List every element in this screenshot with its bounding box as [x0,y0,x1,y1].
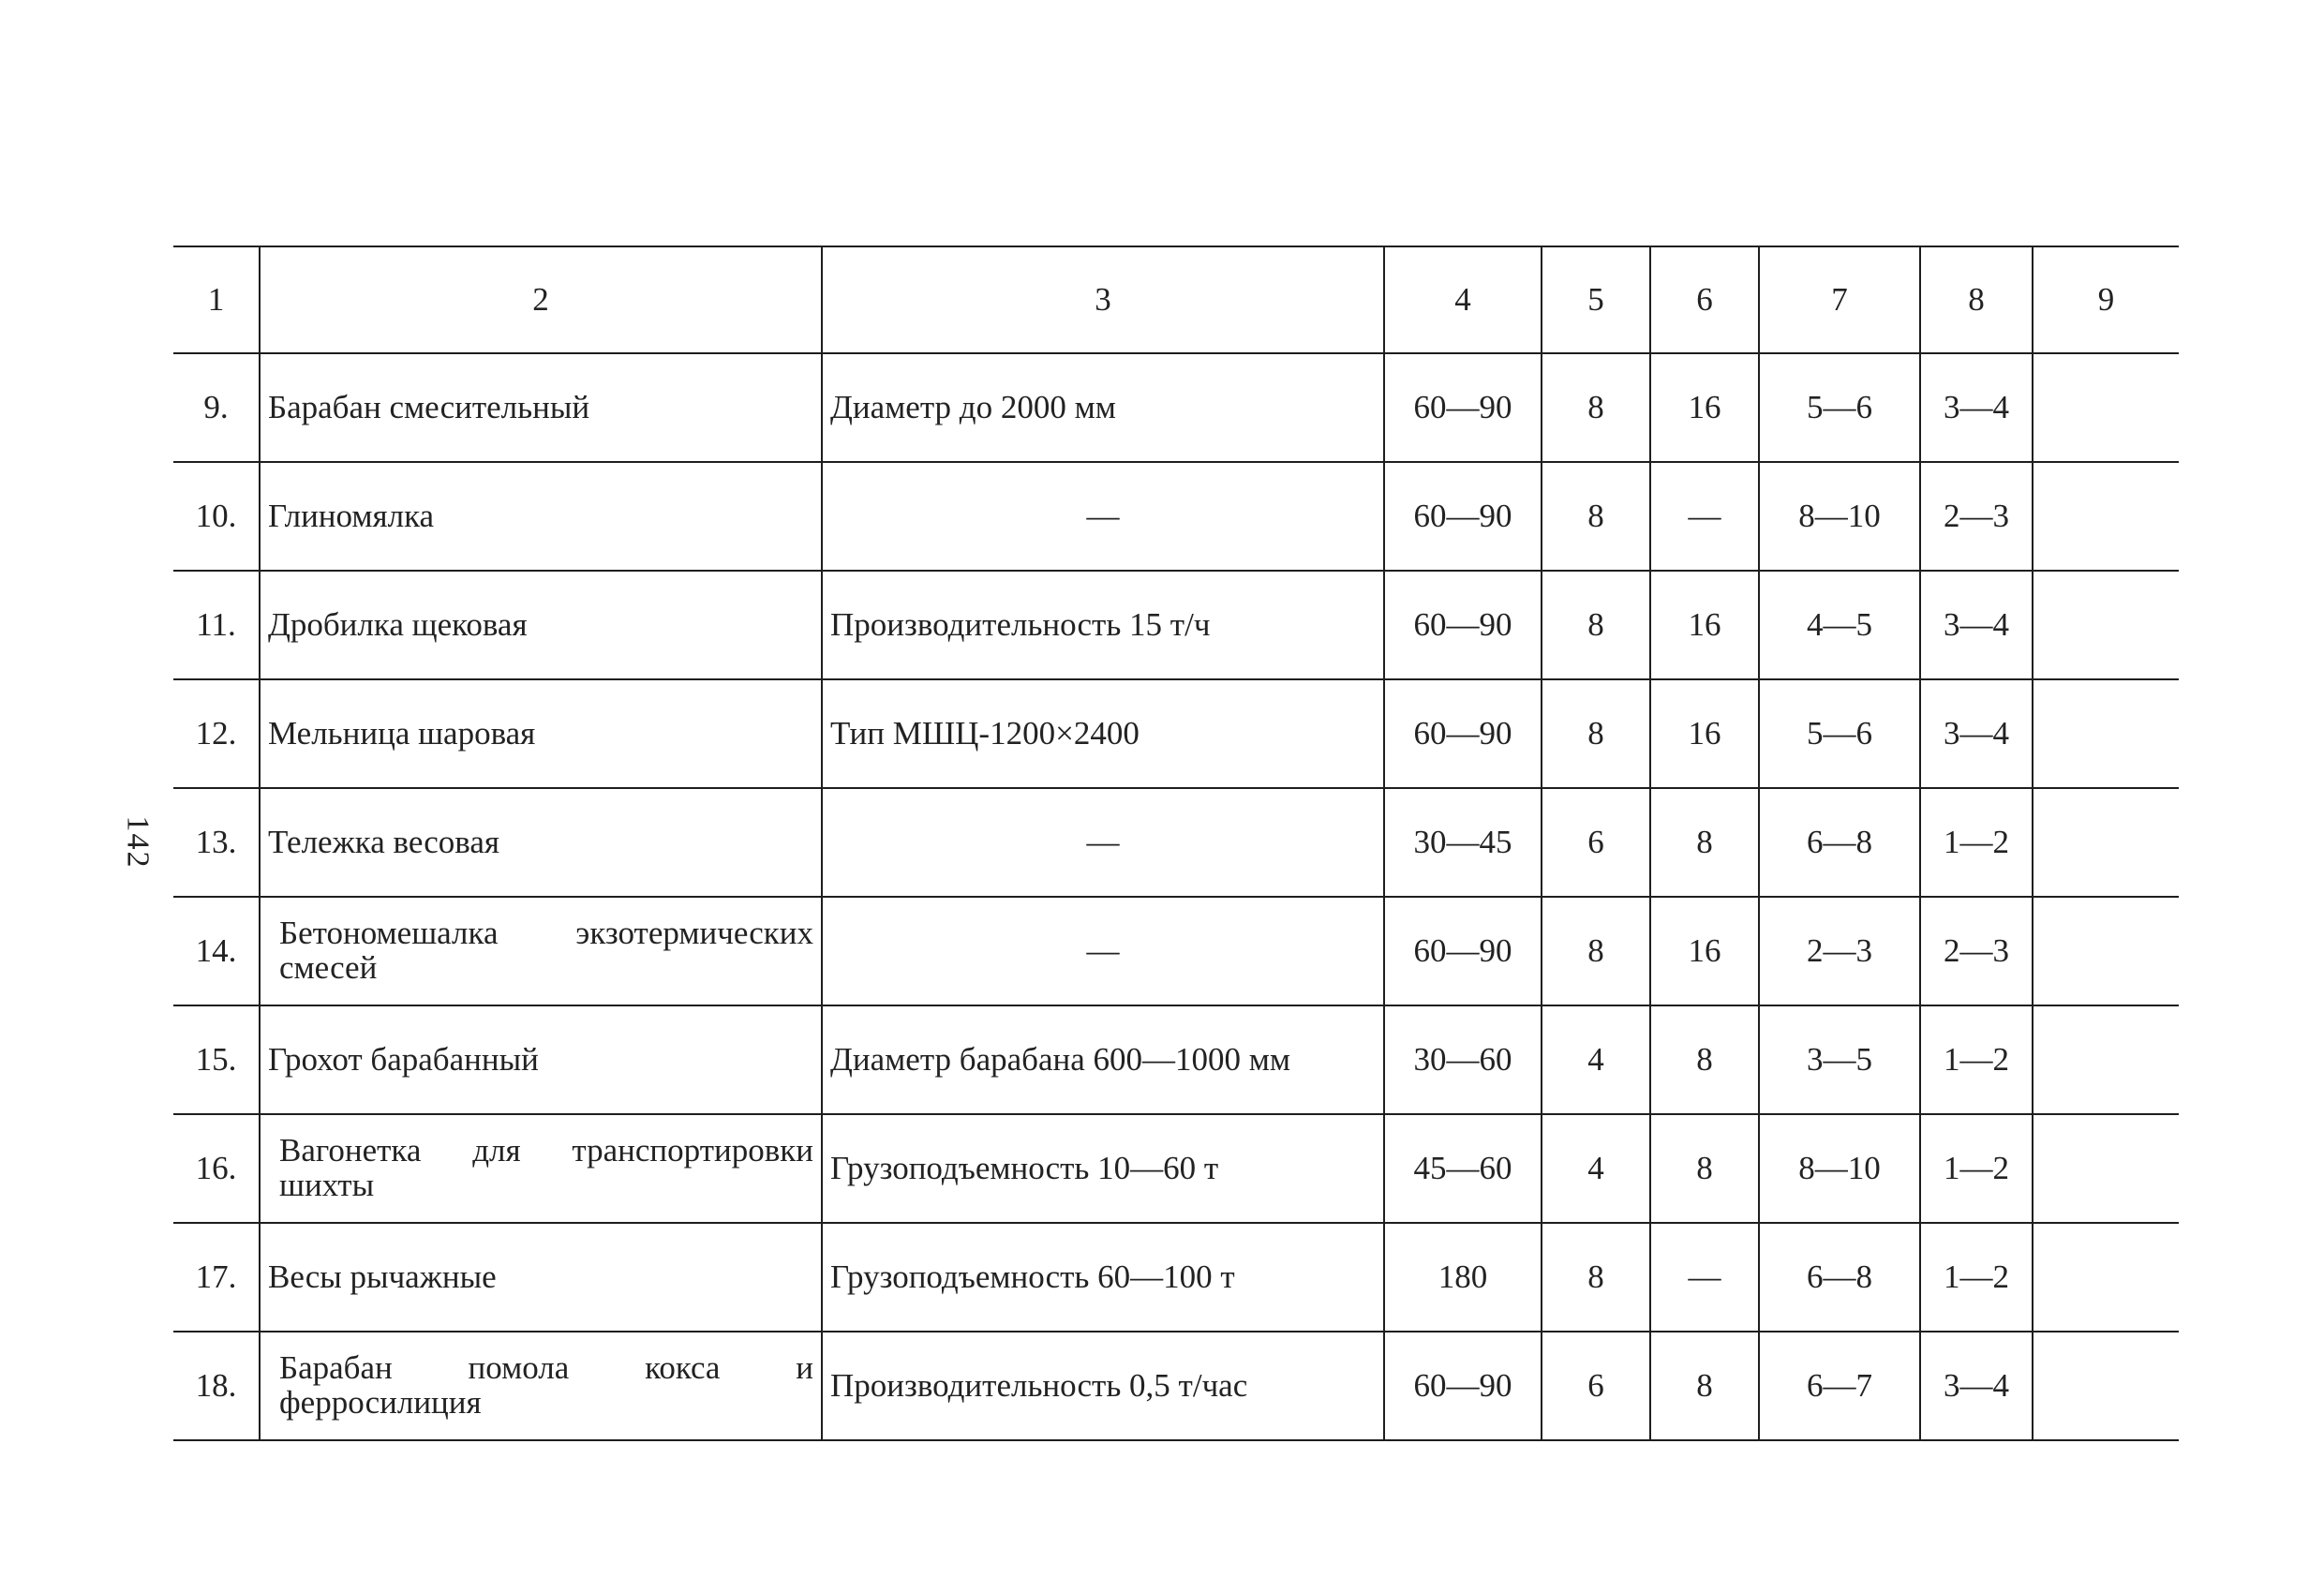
cell-col4: 60—90 [1384,897,1542,1005]
cell-col9 [2033,1223,2179,1332]
header-cell: 3 [822,246,1384,353]
cell-col8: 3—4 [1920,1332,2033,1440]
characteristic: Диаметр барабана 600—1000 мм [822,1005,1384,1114]
header-cell: 5 [1542,246,1650,353]
cell-col6: 16 [1650,353,1759,462]
characteristic: Производительность 0,5 т/час [822,1332,1384,1440]
table-row [173,353,2179,462]
header-cell: 9 [2033,246,2179,353]
cell-col8: 1—2 [1920,1114,2033,1223]
cell-col5: 6 [1542,1332,1650,1440]
header-cell: 7 [1759,246,1920,353]
cell-col8: 3—4 [1920,571,2033,679]
page-number: 142 [120,815,156,870]
row-number: 9. [173,353,260,462]
cell-col6: 8 [1650,788,1759,897]
row-number: 12. [173,679,260,788]
cell-col4: 180 [1384,1223,1542,1332]
characteristic: Диаметр до 2000 мм [822,353,1384,462]
cell-col9 [2033,897,2179,1005]
cell-col7: 2—3 [1759,897,1920,1005]
cell-col5: 4 [1542,1114,1650,1223]
table-row [173,788,2179,897]
header-cell: 2 [260,246,822,353]
cell-col9 [2033,571,2179,679]
cell-col5: 8 [1542,679,1650,788]
cell-col7: 8—10 [1759,462,1920,571]
cell-col6: 16 [1650,897,1759,1005]
cell-col9 [2033,788,2179,897]
cell-col7: 6—7 [1759,1332,1920,1440]
row-number: 16. [173,1114,260,1223]
cell-col4: 30—45 [1384,788,1542,897]
cell-col7: 6—8 [1759,788,1920,897]
header-cell: 6 [1650,246,1759,353]
cell-col4: 60—90 [1384,1332,1542,1440]
cell-col5: 8 [1542,462,1650,571]
cell-col4: 60—90 [1384,571,1542,679]
cell-col6: 8 [1650,1332,1759,1440]
table-row [173,897,2179,1005]
cell-col7: 5—6 [1759,353,1920,462]
cell-col7: 5—6 [1759,679,1920,788]
row-number: 10. [173,462,260,571]
equipment-name: Бетономешалка экзотермических смесей [260,897,822,1005]
row-number: 14. [173,897,260,1005]
equipment-name: Грохот барабанный [260,1005,822,1114]
table-row [173,571,2179,679]
cell-col8: 3—4 [1920,353,2033,462]
equipment-name: Барабан помола кокса и ферросилиция [260,1332,822,1440]
cell-col6: 8 [1650,1114,1759,1223]
cell-col4: 30—60 [1384,1005,1542,1114]
cell-col5: 8 [1542,571,1650,679]
cell-col7: 6—8 [1759,1223,1920,1332]
cell-col8: 2—3 [1920,462,2033,571]
header-cell: 8 [1920,246,2033,353]
equipment-table [173,246,2179,1441]
equipment-name: Глиномялка [260,462,822,571]
table-row [173,1005,2179,1114]
table-row [173,1223,2179,1332]
cell-col8: 1—2 [1920,1223,2033,1332]
characteristic: Тип МШЦ-1200×2400 [822,679,1384,788]
equipment-name: Дробилка щековая [260,571,822,679]
cell-col7: 3—5 [1759,1005,1920,1114]
table-row [173,1114,2179,1223]
cell-col9 [2033,1332,2179,1440]
cell-col9 [2033,353,2179,462]
equipment-name: Барабан смесительный [260,353,822,462]
row-number: 11. [173,571,260,679]
cell-col5: 6 [1542,788,1650,897]
cell-col8: 1—2 [1920,1005,2033,1114]
equipment-name: Тележка весовая [260,788,822,897]
cell-col4: 45—60 [1384,1114,1542,1223]
characteristic: — [822,462,1384,571]
equipment-name: Весы рычажные [260,1223,822,1332]
row-number: 13. [173,788,260,897]
characteristic: — [822,897,1384,1005]
table-row [173,1332,2179,1440]
cell-col6: — [1650,462,1759,571]
header-cell: 4 [1384,246,1542,353]
cell-col9 [2033,1005,2179,1114]
cell-col9 [2033,1114,2179,1223]
cell-col6: 16 [1650,571,1759,679]
cell-col6: 16 [1650,679,1759,788]
table-row [173,679,2179,788]
cell-col9 [2033,679,2179,788]
row-number: 15. [173,1005,260,1114]
cell-col9 [2033,462,2179,571]
equipment-name: Мельница шаровая [260,679,822,788]
row-number: 17. [173,1223,260,1332]
cell-col7: 4—5 [1759,571,1920,679]
row-number: 18. [173,1332,260,1440]
header-cell: 1 [173,246,260,353]
characteristic: Грузоподъемность 10—60 т [822,1114,1384,1223]
cell-col6: — [1650,1223,1759,1332]
table-header-row [173,246,2179,353]
cell-col8: 1—2 [1920,788,2033,897]
cell-col5: 8 [1542,353,1650,462]
cell-col6: 8 [1650,1005,1759,1114]
characteristic: — [822,788,1384,897]
characteristic: Производительность 15 т/ч [822,571,1384,679]
cell-col5: 8 [1542,897,1650,1005]
cell-col8: 2—3 [1920,897,2033,1005]
cell-col8: 3—4 [1920,679,2033,788]
cell-col5: 8 [1542,1223,1650,1332]
cell-col4: 60—90 [1384,462,1542,571]
cell-col5: 4 [1542,1005,1650,1114]
characteristic: Грузоподъемность 60—100 т [822,1223,1384,1332]
equipment-name: Вагонетка для транспортировки шихты [260,1114,822,1223]
cell-col7: 8—10 [1759,1114,1920,1223]
cell-col4: 60—90 [1384,353,1542,462]
table-row [173,462,2179,571]
equipment-table-sheet [173,246,2179,1441]
cell-col4: 60—90 [1384,679,1542,788]
